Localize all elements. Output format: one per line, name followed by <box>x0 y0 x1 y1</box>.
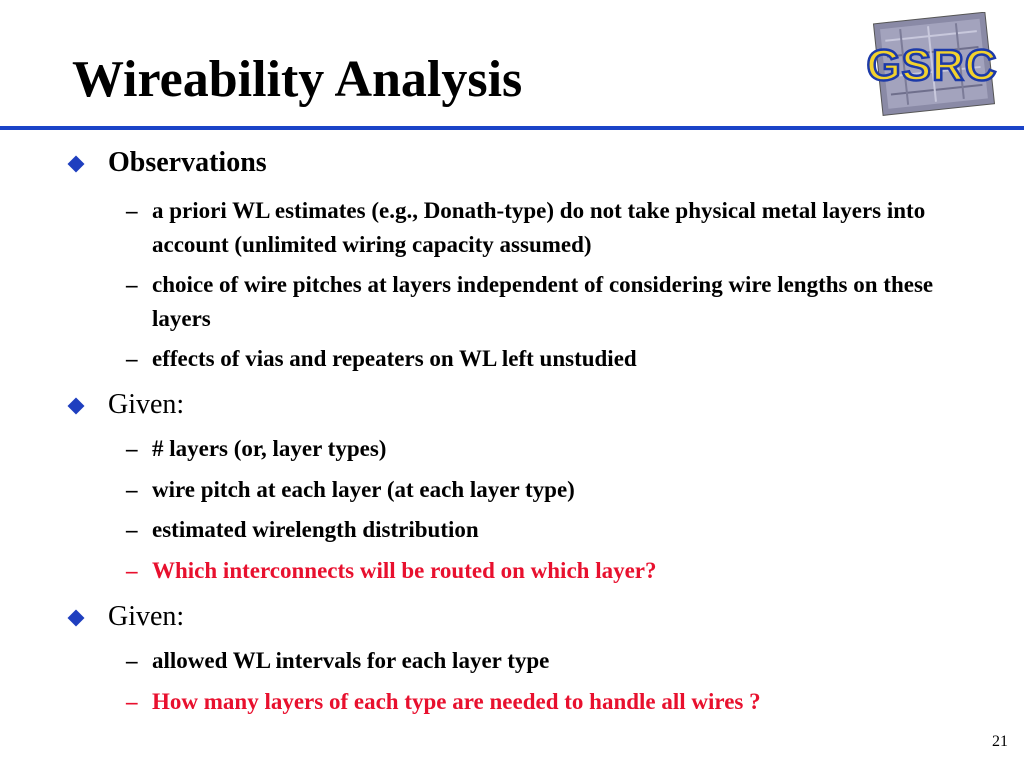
section-heading-observations: Observations <box>108 147 267 178</box>
list-item-highlight: Which interconnects will be routed on which layer? <box>152 558 657 583</box>
section-heading-given: Given: <box>108 601 185 632</box>
dash-bullet: – <box>126 558 138 583</box>
list-item: allowed WL intervals for each layer type <box>152 648 550 673</box>
slide-body <box>0 140 1024 740</box>
section-heading-given: Given: <box>108 389 185 420</box>
list-item: wire pitch at each layer (at each layer type) <box>152 477 575 502</box>
dash-bullet: – <box>126 272 138 297</box>
dash-bullet: – <box>126 517 138 542</box>
list-item: a priori WL estimates (e.g., Donath-type) do not take physical metal layers into account (unlimited wiring capacity assumed) <box>152 198 926 257</box>
dash-bullet: – <box>126 689 138 714</box>
list-item-highlight: How many layers of each type are needed to handle all wires ? <box>152 689 761 714</box>
list-item: estimated wirelength distribution <box>152 517 479 542</box>
title-divider <box>0 126 1024 130</box>
diamond-bullet-icon <box>68 398 85 415</box>
dash-bullet: – <box>126 648 138 673</box>
diamond-bullet-icon <box>68 156 85 173</box>
logo-text: GSRC <box>866 41 998 90</box>
list-item: effects of vias and repeaters on WL left unstudied <box>152 346 637 371</box>
diamond-bullet-icon <box>68 610 85 627</box>
gsrc-logo <box>858 12 1006 116</box>
list-item: choice of wire pitches at layers independent of considering wire lengths on these layers <box>152 272 934 331</box>
page-number: 21 <box>992 733 1008 750</box>
dash-bullet: – <box>126 477 138 502</box>
dash-bullet: – <box>126 198 138 223</box>
dash-bullet: – <box>126 346 138 371</box>
slide-title: Wireability Analysis <box>72 51 523 108</box>
list-item: # layers (or, layer types) <box>152 436 387 461</box>
dash-bullet: – <box>126 436 138 461</box>
